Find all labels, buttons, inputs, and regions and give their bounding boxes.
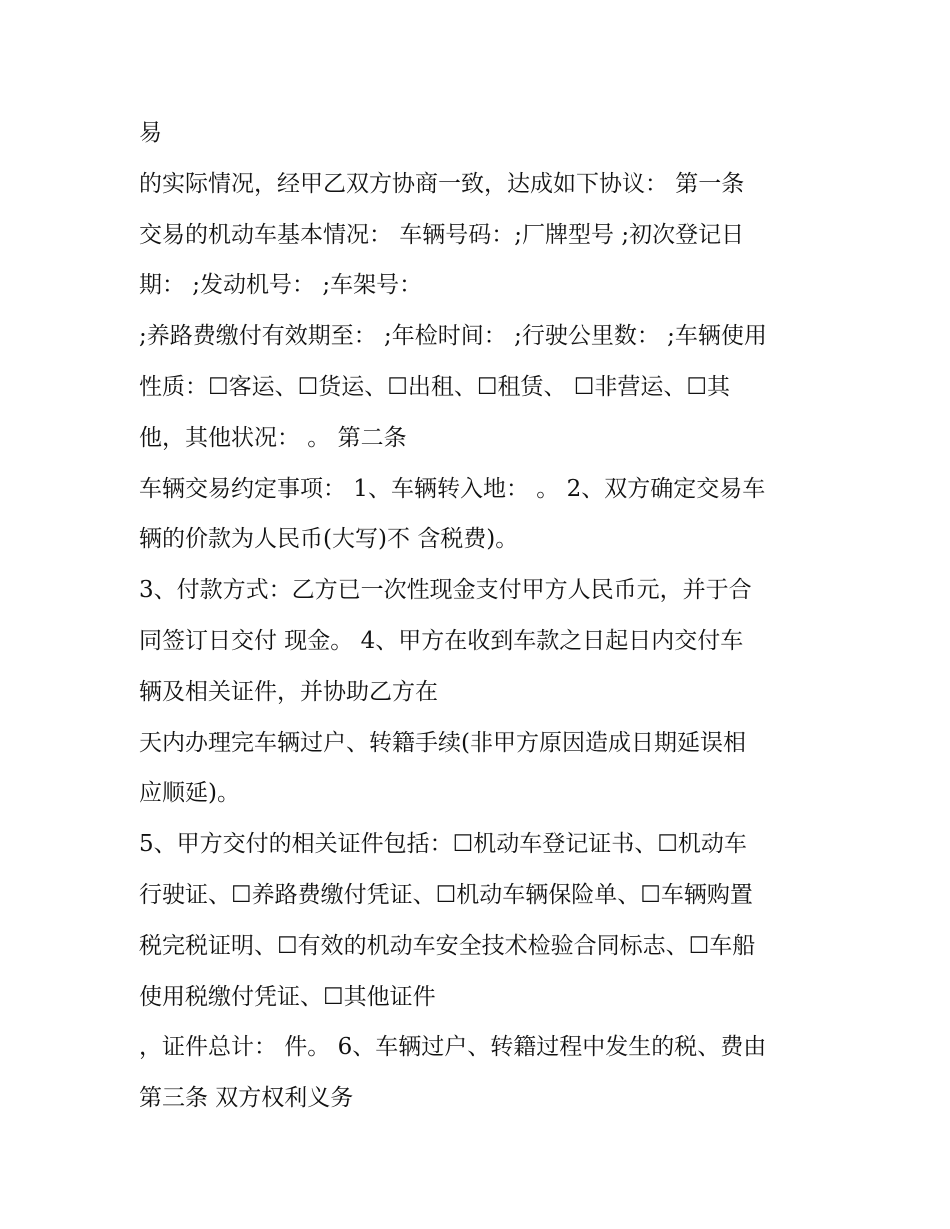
document-body	[139, 108, 829, 1124]
text-line: 易	[139, 120, 162, 146]
text-line: 使用税缴付凭证、☐其他证件	[139, 983, 436, 1010]
text-line: 交易的机动车基本情况： 车辆号码：;厂牌型号 ;初次登记日	[139, 221, 745, 248]
text-line: 税完税证明、☐有效的机动车安全技术检验合同标志、☐车船	[139, 932, 756, 959]
text-line: 的实际情况，经甲乙双方协商一致，达成如下协议： 第一条	[139, 170, 745, 197]
text-line: 3、付款方式：乙方已一次性现金支付甲方人民币元，并于合	[139, 577, 752, 604]
text-line: 同签订日交付 现金。 4、甲方在收到车款之日起日内交付车	[139, 627, 744, 654]
text-line: 应顺延)。	[139, 780, 240, 807]
text-line: 性质：☐客运、☐货运、☐出租、☐租赁、 ☐非营运、☐其	[139, 373, 731, 400]
text-line: ;养路费缴付有效期至： ;年检时间： ;行驶公里数： ;车辆使用	[139, 323, 767, 350]
text-line: ，证件总计： 件。 6、车辆过户、转籍过程中发生的税、费由	[139, 1034, 767, 1061]
text-line: 车辆交易约定事项： 1、车辆转入地： 。 2、双方确定交易车	[139, 475, 766, 502]
text-line: 他，其他状况： 。 第二条	[139, 424, 407, 451]
text-line: 期： ;发动机号： ;车架号：	[139, 272, 423, 299]
text-line: 天内办理完车辆过户、转籍手续(非甲方原因造成日期延误相	[139, 729, 746, 756]
text-line: 第三条 双方权利义务	[139, 1085, 354, 1112]
text-line: 辆的价款为人民币(大写)不 含税费)。	[139, 526, 519, 553]
text-line: 5、甲方交付的相关证件包括：☐机动车登记证书、☐机动车	[139, 831, 747, 858]
text-line: 行驶证、☐养路费缴付凭证、☐机动车辆保险单、☐车辆购置	[139, 881, 753, 908]
text-line: 辆及相关证件，并协助乙方在	[139, 678, 438, 705]
